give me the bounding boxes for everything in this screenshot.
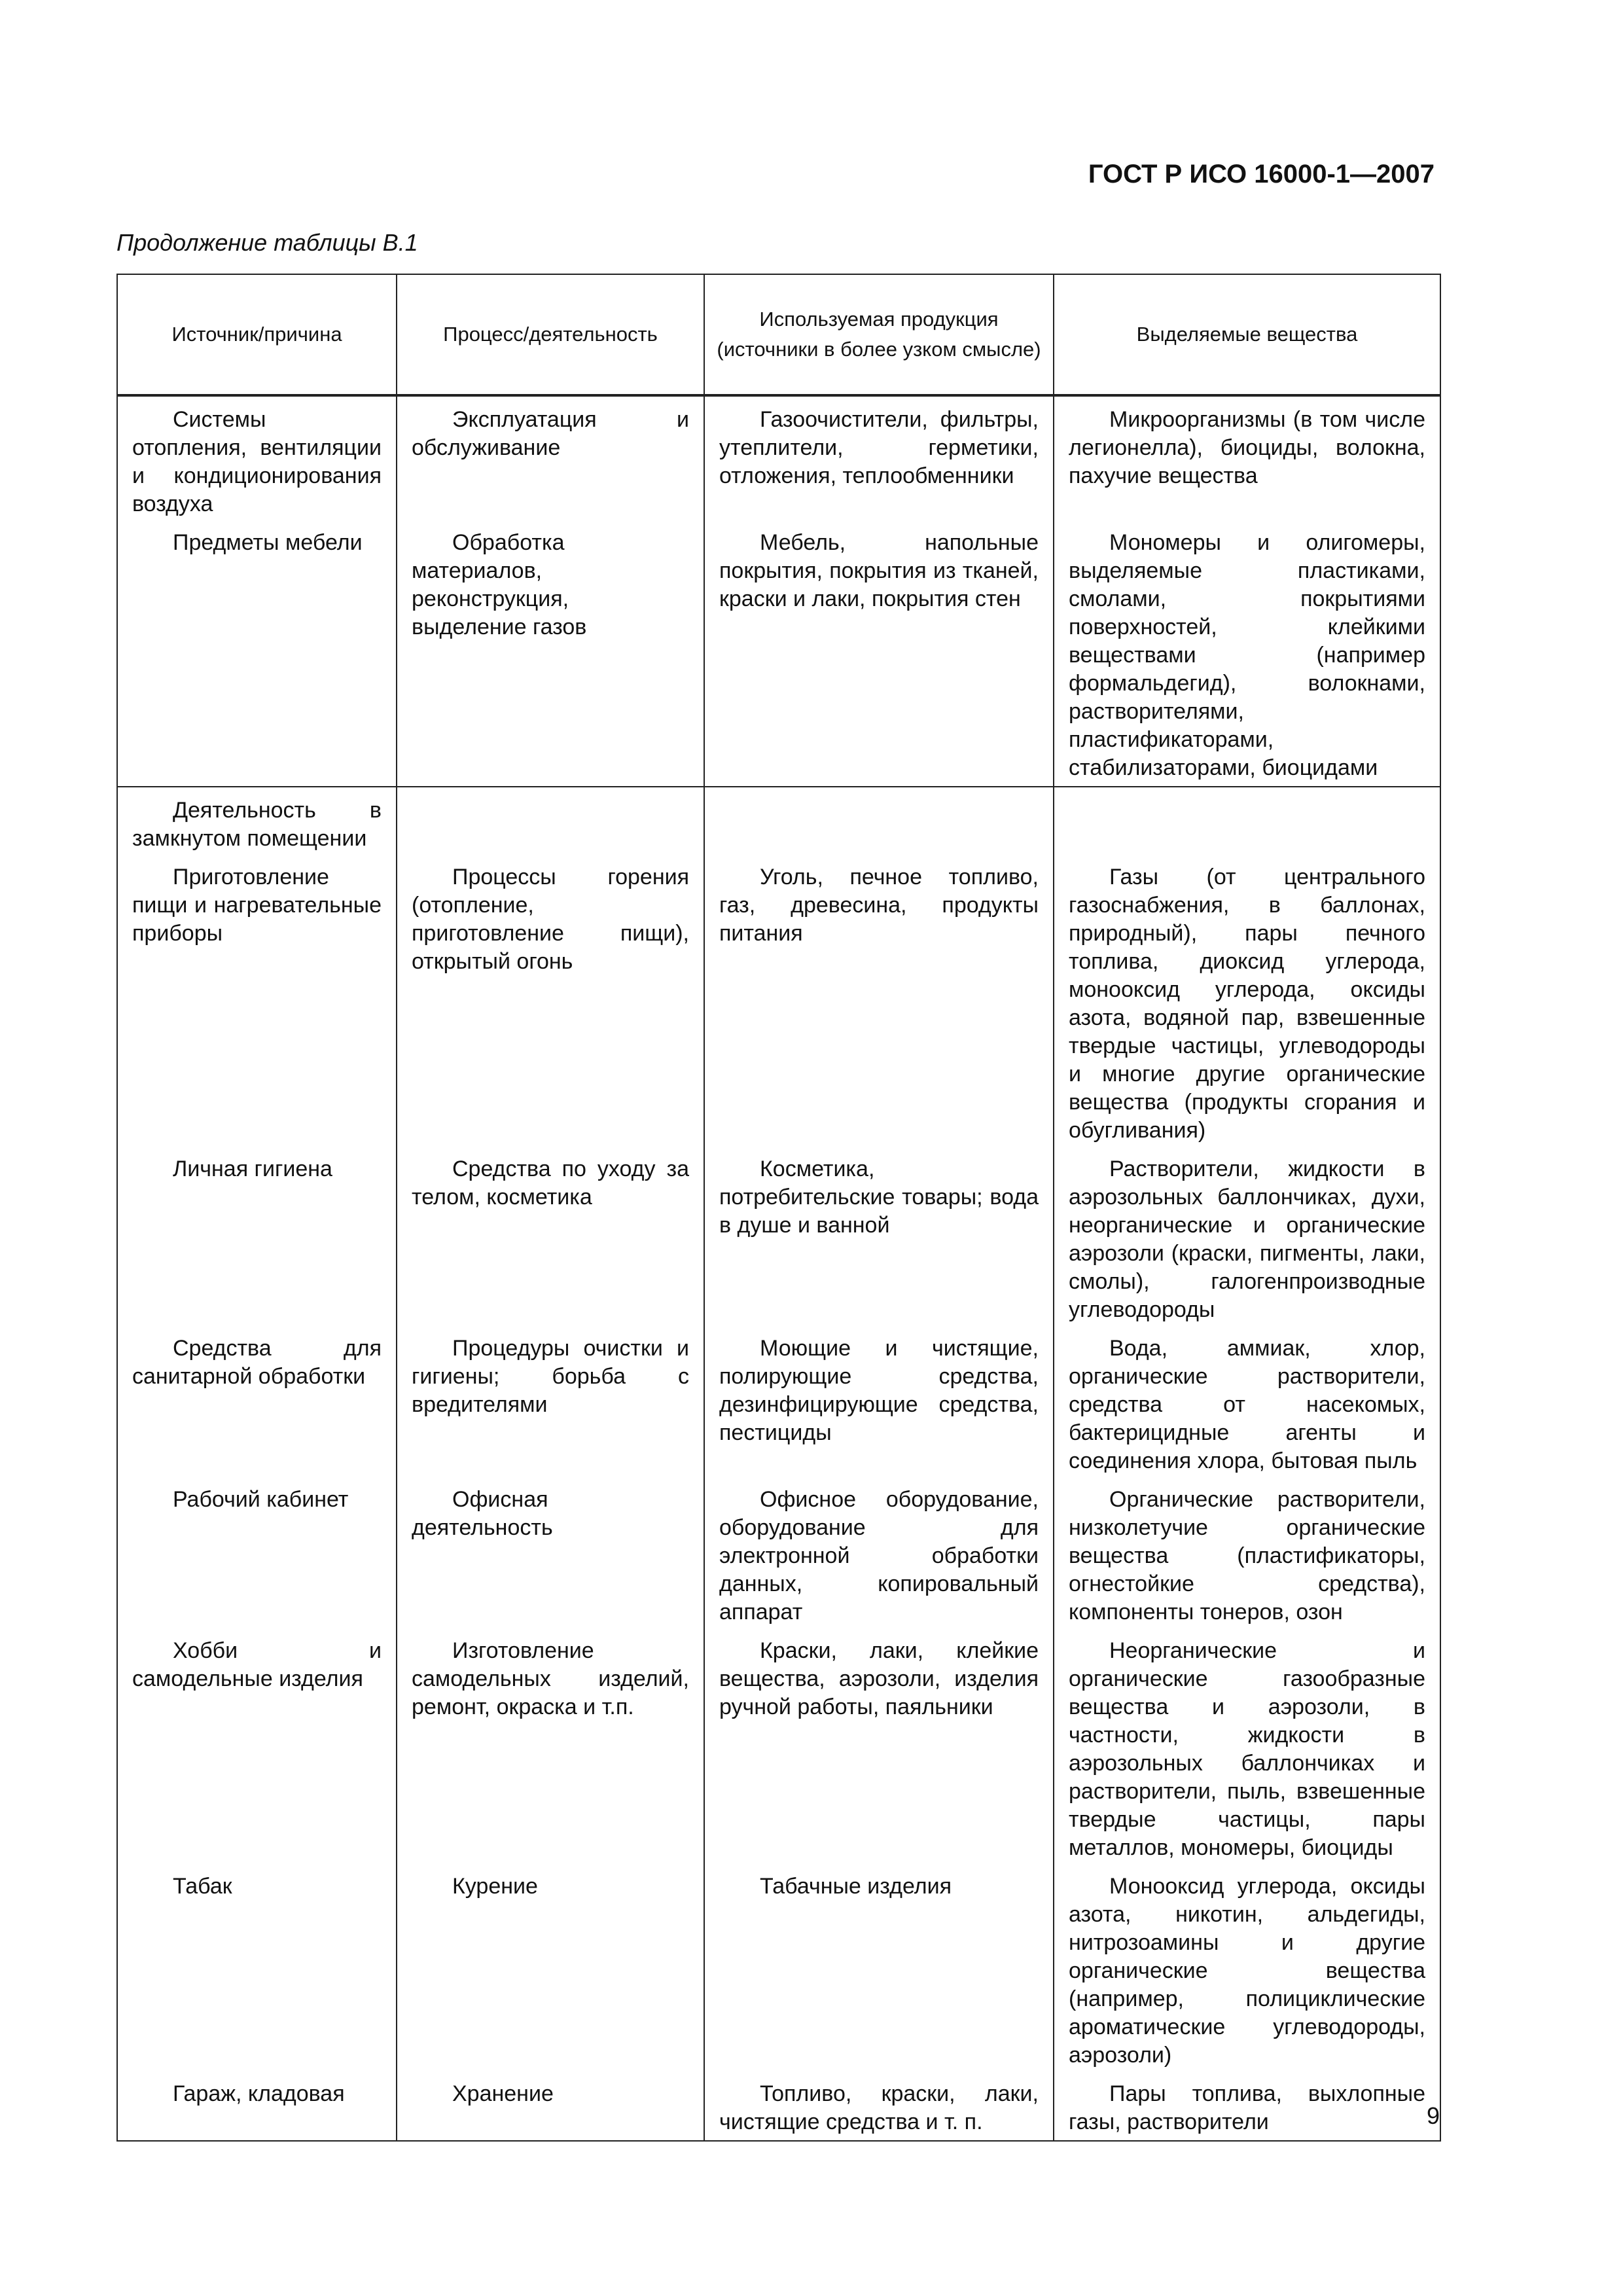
table-row: [117, 2075, 1440, 2141]
cell-process: Средства по уходу за телом, косметика: [397, 1150, 704, 1329]
cell-substances: Органические растворители, низколетучие органические вещества (пластификаторы, огнестойкие средства), компоненты тонеров, озон: [1054, 1480, 1440, 1632]
header-products: Используемая продукция (источники в более узком смысле): [704, 274, 1054, 395]
cell-source: Деятельность в замкнутом помещении: [117, 787, 397, 858]
cell-substances: Вода, аммиак, хлор, органические растворители, средства от насекомых, бактерицидные агенты и соединения хлора, бытовая пыль: [1054, 1329, 1440, 1480]
cell-products: Табачные изделия: [704, 1867, 1054, 2075]
table-section-row: [117, 787, 1440, 858]
cell-products: Моющие и чистящие, полирующие средства, дезинфицирующие средства, пестициды: [704, 1329, 1054, 1480]
table-caption: Продолжение таблицы В.1: [116, 229, 418, 256]
cell-substances: Растворители, жидкости в аэрозольных баллончиках, духи, неорганические и органические аэрозоли (краски, пигменты, лаки, смолы), галогенпроизводные углеводороды: [1054, 1150, 1440, 1329]
cell-source: Системы отопления, вентиляции и кондиционирования воздуха: [117, 395, 397, 524]
cell-source: Личная гигиена: [117, 1150, 397, 1329]
page-number: 9: [1426, 2102, 1440, 2129]
cell-source: Рабочий кабинет: [117, 1480, 397, 1632]
table-row: [117, 1632, 1440, 1867]
header-source: Источник/причина: [117, 274, 397, 395]
cell-source: Хобби и самодельные изделия: [117, 1632, 397, 1867]
cell-source: Гараж, кладовая: [117, 2075, 397, 2141]
header-process: Процесс/деятельность: [397, 274, 704, 395]
cell-products: Топливо, краски, лаки, чистящие средства и т. п.: [704, 2075, 1054, 2141]
cell-process: Хранение: [397, 2075, 704, 2141]
table-row: [117, 858, 1440, 1150]
cell-process: Обработка материалов, реконструкция, выделение газов: [397, 524, 704, 787]
table-row: [117, 395, 1440, 524]
table-header-row: [117, 274, 1440, 395]
cell-products: [704, 787, 1054, 858]
cell-substances: Монооксид углерода, оксиды азота, никотин, альдегиды, нитрозоамины и другие органические вещества (например, полициклические ароматические углеводороды, аэрозоли): [1054, 1867, 1440, 2075]
cell-source: Приготовление пищи и нагревательные приборы: [117, 858, 397, 1150]
cell-substances: Мономеры и олигомеры, выделяемые пластиками, смолами, покрытиями поверхностей, клейкими веществами (например формальдегид), волокнами, растворителями, пластификаторами, стабилизаторами, биоцидами: [1054, 524, 1440, 787]
cell-source: Предметы мебели: [117, 524, 397, 787]
table-row: [117, 1867, 1440, 2075]
cell-substances: [1054, 787, 1440, 858]
cell-products: Краски, лаки, клейкие вещества, аэрозоли, изделия ручной работы, паяльники: [704, 1632, 1054, 1867]
cell-products: Газоочистители, фильтры, утеплители, герметики, отложения, теплообменники: [704, 395, 1054, 524]
cell-substances: Пары топлива, выхлопные газы, растворители: [1054, 2075, 1440, 2141]
cell-process: Изготовление самодельных изделий, ремонт, окраска и т.п.: [397, 1632, 704, 1867]
cell-products: Офисное оборудование, оборудование для электронной обработки данных, копировальный аппарат: [704, 1480, 1054, 1632]
cell-products: Уголь, печное топливо, газ, древесина, продукты питания: [704, 858, 1054, 1150]
cell-substances: Микроорганизмы (в том числе легионелла), биоциды, волокна, пахучие вещества: [1054, 395, 1440, 524]
table-row: [117, 524, 1440, 787]
cell-process: Эксплуатация и обслуживание: [397, 395, 704, 524]
cell-process: Процедуры очистки и гигиены; борьба с вредителями: [397, 1329, 704, 1480]
cell-substances: Неорганические и органические газообразные вещества и аэрозоли, в частности, жидкости в аэрозольных баллончиках и растворители, пыль, взвешенные твердые частицы, пары металлов, мономеры, биоциды: [1054, 1632, 1440, 1867]
table-row: [117, 1150, 1440, 1329]
table-row: [117, 1329, 1440, 1480]
substances-table: [116, 274, 1441, 2142]
document-code: ГОСТ Р ИСО 16000-1—2007: [1088, 160, 1435, 188]
cell-process: Процессы горения (отопление, приготовление пищи), открытый огонь: [397, 858, 704, 1150]
cell-substances: Газы (от центрального газоснабжения, в баллонах, природный), пары печного топлива, диоксид углерода, монооксид углерода, оксиды азота, водяной пар, взвешенные твердые частицы, углеводороды и многие другие органические вещества (продукты сгорания и обугливания): [1054, 858, 1440, 1150]
cell-products: Мебель, напольные покрытия, покрытия из тканей, краски и лаки, покрытия стен: [704, 524, 1054, 787]
table-row: [117, 1480, 1440, 1632]
cell-source: Табак: [117, 1867, 397, 2075]
cell-source: Средства для санитарной обработки: [117, 1329, 397, 1480]
cell-process: [397, 787, 704, 858]
cell-products: Косметика, потребительские товары; вода в душе и ванной: [704, 1150, 1054, 1329]
header-substances: Выделяемые вещества: [1054, 274, 1440, 395]
cell-process: Офисная деятельность: [397, 1480, 704, 1632]
cell-process: Курение: [397, 1867, 704, 2075]
